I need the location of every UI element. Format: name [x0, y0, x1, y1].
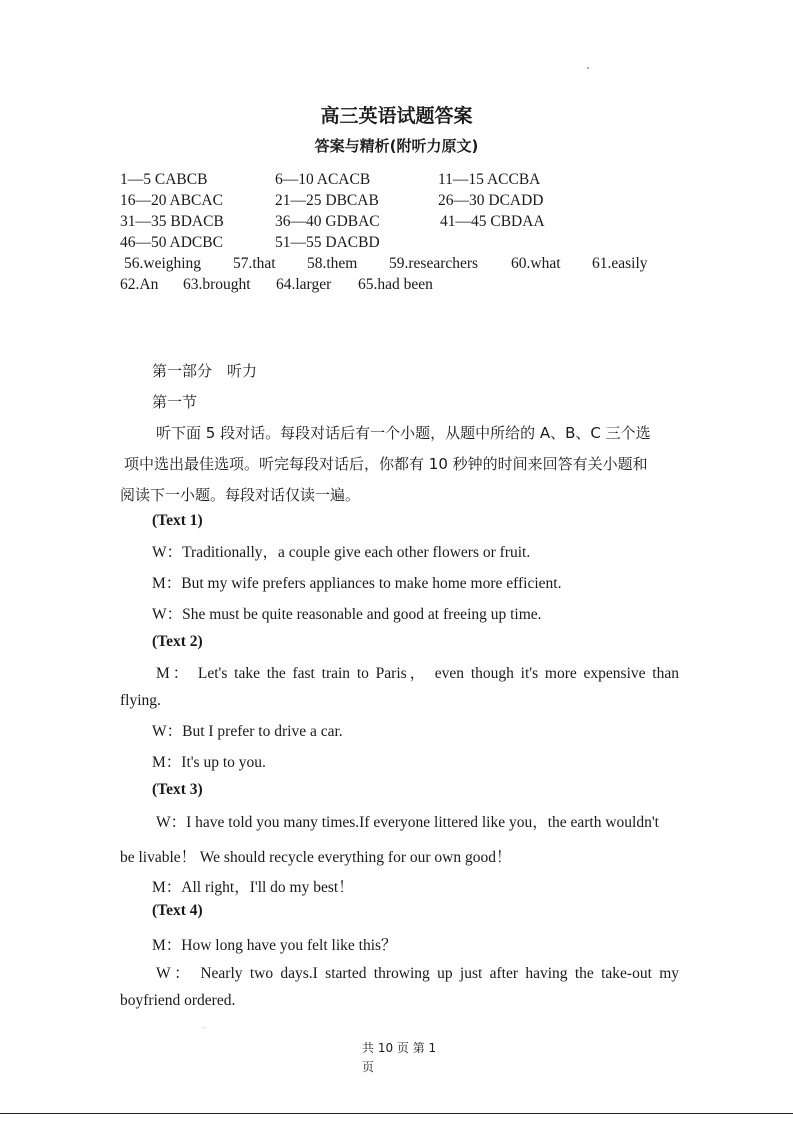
text-3-label: (Text 3)	[152, 781, 203, 798]
fill-answer-60: 60.what	[511, 255, 561, 272]
answer-46-50: 46—50 ADCBC	[120, 234, 223, 251]
answer-16-20: 16—20 ABCAC	[120, 192, 223, 209]
text-3-line-2: M：All right，I'll do my best！	[152, 879, 354, 896]
fill-answer-57: 57.that	[233, 255, 276, 272]
instructions-line-2: 项中选出最佳选项。听完每段对话后，你都有 10 秒钟的时间来回答有关小题和	[124, 455, 648, 473]
section-heading: 第一节	[152, 393, 198, 411]
fill-answer-64: 64.larger	[276, 276, 332, 293]
answer-36-40: 36—40 GDBAC	[275, 213, 380, 230]
small-mark	[204, 1027, 205, 1028]
instructions-line-1: 听下面 5 段对话。每段对话后有一个小题，从题中所给的 A、B、C 三个选	[156, 424, 651, 442]
answer-6-10: 6—10 ACACB	[275, 171, 371, 188]
corner-mark	[587, 67, 589, 69]
text-1-label: (Text 1)	[152, 512, 203, 529]
answer-41-45: 41—45 CBDAA	[440, 213, 545, 230]
answer-11-15: 11—15 ACCBA	[438, 171, 541, 188]
text-1-line-2: M：But my wife prefers appliances to make home more efficient.	[152, 575, 562, 592]
fill-answer-61: 61.easily	[592, 255, 648, 272]
fill-answer-59: 59.researchers	[389, 255, 479, 272]
answer-31-35: 31—35 BDACB	[120, 213, 224, 230]
text-2-line-3: M：It's up to you.	[152, 754, 266, 771]
fill-answer-65: 65.had been	[358, 276, 433, 293]
answer-26-30: 26—30 DCADD	[438, 192, 544, 209]
fill-answer-62: 62.An	[120, 276, 159, 293]
answer-51-55: 51—55 DACBD	[275, 234, 380, 251]
fill-answer-58: 58.them	[307, 255, 358, 272]
instructions-line-3: 阅读下一小题。每段对话仅读一遍。	[120, 486, 361, 504]
text-2-label: (Text 2)	[152, 633, 203, 650]
text-3-line-1: W：I have told you many times.If everyone littered like you，the earth wouldn't	[156, 814, 659, 831]
bottom-rule	[0, 1113, 793, 1114]
answer-1-5: 1—5 CABCB	[120, 171, 208, 188]
text-4-label: (Text 4)	[152, 902, 203, 919]
part-heading: 第一部分 听力	[152, 362, 258, 380]
page-footer-line-2: 页	[362, 1060, 375, 1074]
fill-answer-63: 63.brought	[183, 276, 251, 293]
page-footer-line-1: 共 10 页 第 1	[362, 1041, 437, 1055]
page-subtitle: 答案与精析(附听力原文)	[314, 137, 479, 155]
fill-answer-56: 56.weighing	[124, 255, 202, 272]
text-2-line-1: M： Let's take the fast train to Paris， even though it's more expensive than	[156, 665, 679, 682]
text-1-line-3: W：She must be quite reasonable and good at freeing up time.	[152, 606, 542, 623]
text-2-line-1-cont: flying.	[120, 692, 161, 709]
answer-21-25: 21—25 DBCAB	[275, 192, 379, 209]
text-4-line-2: W： Nearly two days.I started throwing up just after having the take-out my	[156, 965, 679, 982]
text-4-line-2-cont: boyfriend ordered.	[120, 992, 236, 1009]
text-1-line-1: W：Traditionally，a couple give each other flowers or fruit.	[152, 544, 531, 561]
text-3-line-1-cont: be livable！ We should recycle everything for our own good！	[120, 849, 512, 866]
text-4-line-1: M：How long have you felt like this？	[152, 937, 397, 954]
page-title: 高三英语试题答案	[320, 105, 473, 127]
text-2-line-2: W：But I prefer to drive a car.	[152, 723, 343, 740]
